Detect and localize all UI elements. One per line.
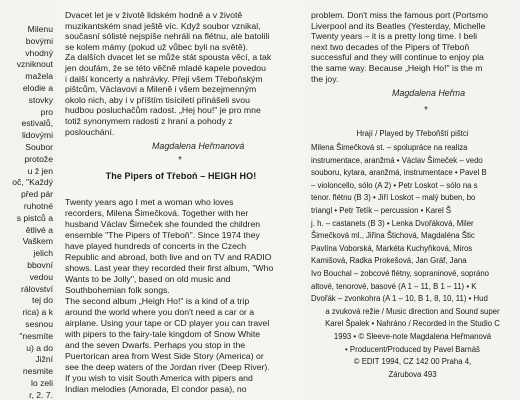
credit-line: Kamišová, Radka Prokešová, Jan Gráf, Jana [311, 256, 467, 266]
english-text-line: If you wish to visit South America with pipers and [65, 373, 253, 383]
english-text-line: Wants to be Jolly", based on old music and [65, 274, 231, 284]
left-text-line: rica) a k [22, 307, 53, 318]
left-text-line: jelich [33, 248, 53, 259]
czech-text-line: současní sólisté nejspíše nehráli na flétnu, ale batolili [65, 31, 270, 42]
english-text-line: and the seven Dwarfs. Perhaps you stop in the [65, 340, 246, 350]
left-panel [0, 0, 57, 400]
english-text-line: recorders, Milena Šimečková. Together with her [65, 208, 249, 218]
left-text-line: "nesmíte [19, 330, 53, 341]
left-text-line: estivalů, [21, 118, 53, 129]
left-text-line: bbovní [27, 260, 53, 270]
left-text-line: vedou [29, 271, 53, 282]
english-right-text-line: the joy. [311, 73, 339, 84]
english-text-line: Republic and abroad, both live and on TV and RADIO [65, 252, 272, 262]
english-text-line: see the deep waters of the Jordan river (Deep River). [65, 362, 270, 372]
left-text-line: protože [24, 153, 53, 164]
credit-line: souboru, kytara, aranžmá, instrumentace • Pavel B [311, 168, 487, 178]
credit-line: 1993 • © Sleeve-note Magdalena Heřmanová [333, 332, 492, 341]
left-text-line: ruhotné [23, 201, 53, 211]
czech-text-line: Za dalších dvacet let se může stát spousta věcí, a tak [65, 52, 272, 63]
english-text-line: Puertorican area from West Side Story (America) or [65, 351, 264, 361]
english-text-line: around the world where you don't need a car or a [65, 307, 255, 317]
english-text-line: The second album „Heigh Ho!" is a kind of a trip [65, 296, 250, 306]
left-text-line: rálovství [21, 283, 53, 294]
credit-line: – violoncello, sólo (A 2) • Petr Loskot – sólo na s [311, 180, 478, 190]
czech-text-line: i další koncerty a nahrávky. Přeji všem Třeboňským [65, 73, 263, 84]
left-text-line: před pár [20, 189, 53, 200]
czech-text-line: pištcům, Václavovi a Mileně i všem bezejmenným [65, 84, 257, 95]
left-text-line: pro [40, 106, 53, 117]
credit-line: Dvořák – zvonkohra (A 1 – 10, B 1, 8, 10, 11) • Hud [311, 294, 488, 304]
left-text-line: r, 2. 7. [29, 389, 53, 400]
signature-english: Magdalena Heřma [392, 88, 466, 98]
left-text-line: Soubor [25, 142, 53, 152]
english-right-text-line: Twenty years – it is a pretty long time. I beli [311, 31, 478, 42]
left-text-line: s pistců a [16, 212, 53, 223]
english-text-line: ensemble "The Pipers of Třeboň". Since 1974 they [65, 230, 260, 240]
english-right-text-line: problem. Don't miss the famous port (Portsmo [311, 10, 488, 20]
english-text-line: have played hundreds of concerts in the Czech [65, 241, 247, 251]
czech-text-line: Dvacet let je v životě lidském hodně a v životě [65, 10, 243, 20]
credit-line: tenor. flétnu (B 3) • Jiří Loskot – malý buben, bo [311, 193, 476, 203]
left-text-line: bovými [25, 35, 53, 46]
left-text-line: vzniknout [16, 59, 53, 70]
english-text-line: Twenty years ago I met a woman who loves [65, 197, 234, 207]
english-right-text-line: Liverpool and its Beatles (Yesterday, Michelle [311, 20, 486, 31]
left-text-line: nesmite [22, 366, 53, 377]
credit-line: altové, tenorové, basové (A 1 – 11, B 1 – 11) • K [311, 281, 477, 291]
left-text-line: u ž jen [27, 165, 53, 176]
left-text-line: lo zeli [31, 378, 53, 388]
english-text-line: with pipers to the fairy-tale kingdom of Snow White [65, 329, 261, 339]
english-text-line: airplane. Using your tape or CD player you can travel [65, 318, 270, 328]
english-text-line: Indian melodies (Amorada, El condor pasa), no [65, 384, 247, 394]
signature-czech: Magdalena Heřmanová [152, 141, 245, 151]
left-text-line: sesnou [25, 319, 53, 329]
left-text-line: lidovými [21, 130, 53, 141]
english-text-line: shows. Last year they recorded their first album, "Who [65, 263, 274, 273]
left-text-line: tej do [31, 295, 53, 306]
asterisk-separator: * [178, 155, 182, 166]
credit-line: Ivo Bouchal – zobcové flétny, sopraninové, sopráno [311, 269, 489, 278]
czech-text-line: se kolem mámy (pokud už vůbec byli na světě). [65, 41, 248, 52]
czech-text-line: jen doufám, že se této věčně mladé kapele povedou [65, 63, 266, 73]
left-text-line: ětlivé a [25, 224, 53, 235]
section-title: The Pipers of Třeboň – HEIGH HO! [105, 171, 257, 181]
left-text-line: oč, "Každý [12, 177, 53, 188]
left-text-line: elodie a [22, 83, 53, 93]
left-text-line: mažela [25, 71, 53, 82]
czech-text-line: muzikantském snad ještě víc. Když soubor vznikal, [65, 20, 261, 31]
czech-text-line: hudbou posluchačům radost. „Hej hou!" je pro mne [65, 105, 261, 116]
english-text-line: Southbohemian folk songs. [65, 285, 170, 295]
middle-panel [57, 0, 305, 400]
credit-line: instrumentace, aranžmá • Václav Šimeček – vedo [311, 155, 483, 165]
left-text-line: Milenu [27, 24, 53, 34]
left-text-line: vhodný [25, 47, 53, 58]
czech-text-line: poslouchání. [65, 126, 115, 137]
right-panel [305, 0, 520, 400]
credit-line: a zvuková režie / Music direction and Sound super [325, 306, 500, 316]
english-right-text-line: successful and they will continue to enjoy pla [311, 52, 484, 63]
czech-text-line: totiž synonymem radosti z hraní a pohody z [65, 116, 233, 126]
english-text-line: husband Václav Šimeček she founded the children [65, 219, 261, 229]
credit-line: • Producent/Produced by Pavel Barnáš [345, 344, 480, 354]
czech-text-line: okolo nich, aby i v příštím tisíciletí přinášeli svou [65, 94, 250, 105]
left-text-line: stovky [28, 94, 53, 105]
english-right-text-line: next two decades of the Pipers of Třeboň [311, 41, 470, 52]
credit-line: Pavlína Voborská, Markéta Kuchyňková, Miros [311, 243, 473, 253]
credit-line: © EDIT 1994, CZ 142 00 Praha 4, [353, 357, 472, 367]
left-text-line: Jižní [35, 354, 53, 365]
credits-heading: Hrají / Played by Třeboňští pištci [356, 129, 469, 138]
left-text-line: Vaškem [22, 236, 53, 247]
left-text-line: u) a do [26, 342, 53, 353]
credit-line: triangl • Petr Tetík – percussion • Karel Š [311, 206, 452, 215]
credit-line: Zárubova 493 [388, 369, 437, 379]
asterisk-separator-right: * [424, 105, 428, 116]
credit-line: j. h. – castanets (B 3) • Lenka Dvořáková, Miler [311, 218, 474, 228]
credit-line: Karel Špalek • Nahráno / Recorded in the Studio C [325, 319, 500, 329]
english-right-text-line: the same way. Because „Heigh Ho!" is the m [311, 63, 483, 73]
credit-line: Šimečková ml., Jiřina Štichová, Magdaléna Štic [311, 231, 475, 241]
credit-line: Milena Šimečková st. – spolupráce na realiza [311, 143, 468, 152]
